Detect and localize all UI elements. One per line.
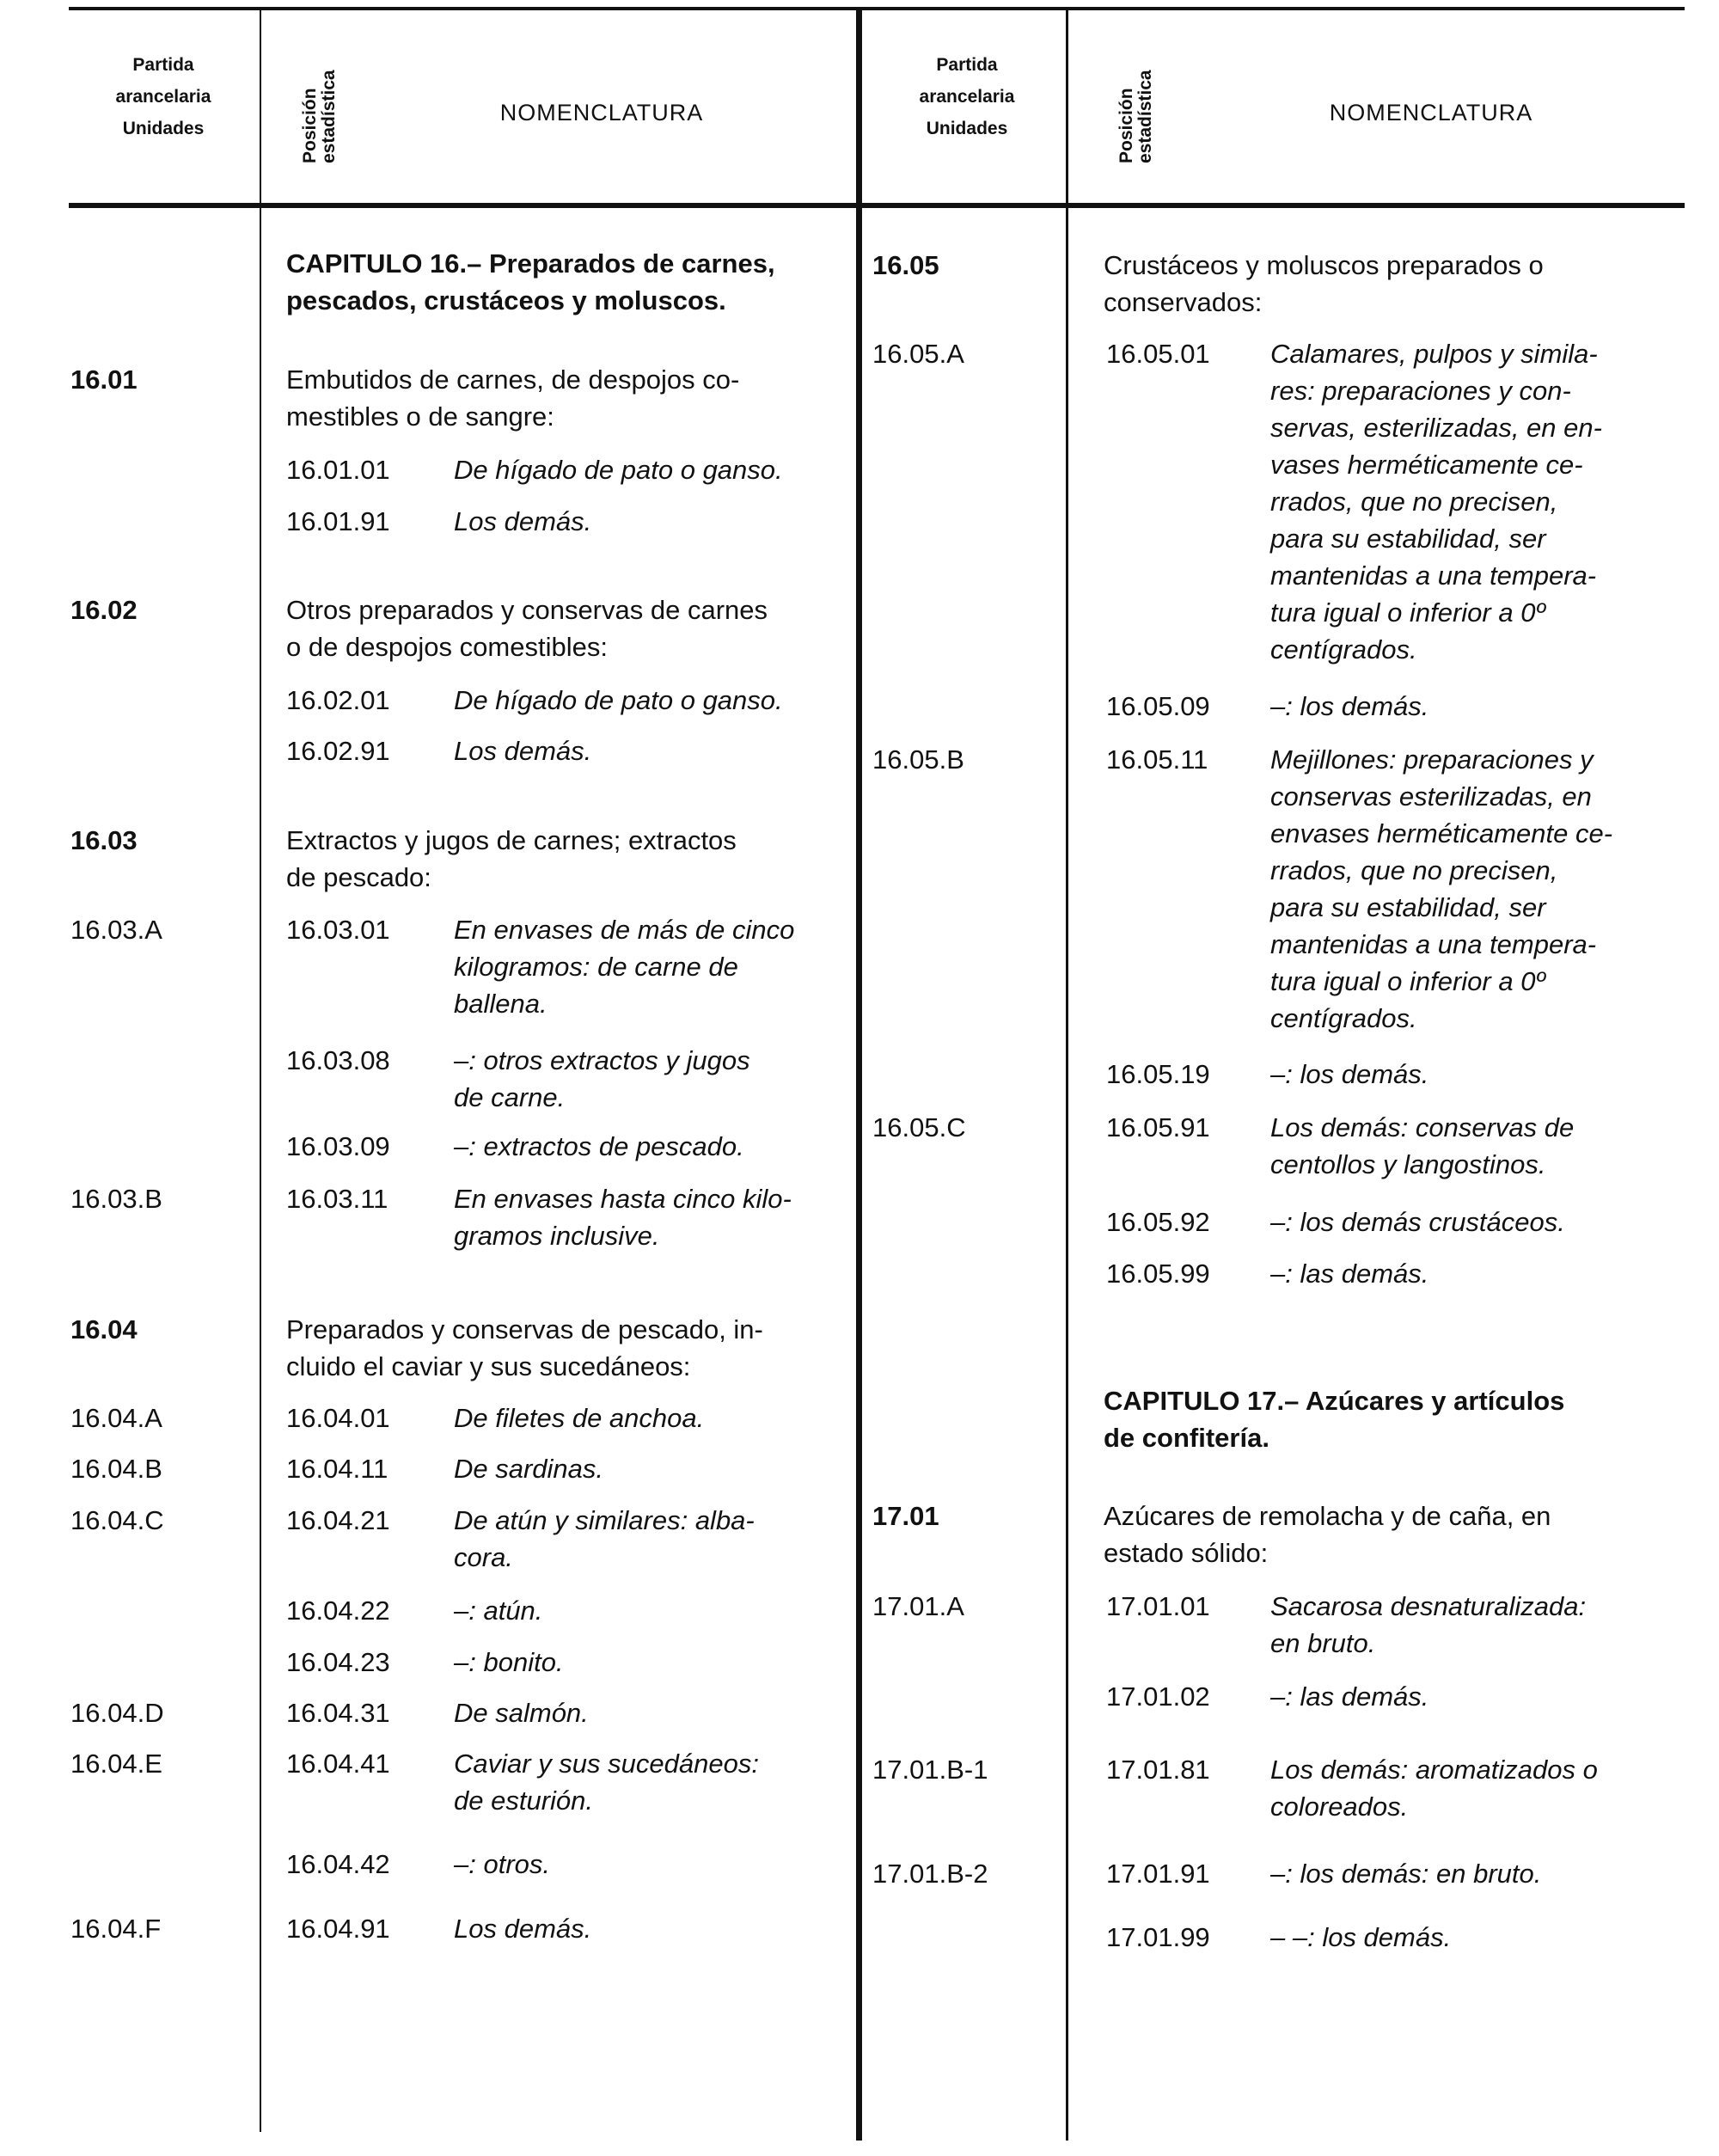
pos-16-05-19: 16.05.19 <box>1106 1059 1210 1089</box>
divider-center <box>856 9 862 2141</box>
partida-16-04-E: 16.04.E <box>70 1749 162 1779</box>
nom-16-05-01: Calamares, pulpos y simila- res: preparaciones y con- servas, esterilizadas, en en- vases herméticamente ce- rrados, que no precisen, para su estabilidad, ser mantenidas a una tempera- tura igual o inferior a 0º centígrados. <box>1270 339 1602 665</box>
partida-16-03-B: 16.03.B <box>70 1184 162 1214</box>
pos-16-05-91: 16.05.91 <box>1106 1112 1210 1142</box>
nom-16-04-31: De salmón. <box>454 1698 589 1728</box>
nom-16-05-09: –: los demás. <box>1270 691 1429 721</box>
nom-17-01-81: Los demás: aromatizados o coloreados. <box>1270 1755 1598 1822</box>
partida-17-01-A: 17.01.A <box>872 1591 964 1621</box>
partida-17-01: 17.01 <box>872 1501 939 1531</box>
pos-17-01-01: 17.01.01 <box>1106 1591 1210 1621</box>
pos-16-05-09: 16.05.09 <box>1106 691 1210 721</box>
pos-17-01-99: 17.01.99 <box>1106 1922 1210 1952</box>
nom-16-04-41: Caviar y sus sucedáneos: de esturión. <box>454 1749 759 1816</box>
desc-16-02: Otros preparados y conservas de carnes o de despojos comestibles: <box>286 595 768 662</box>
pos-16-04-31: 16.04.31 <box>286 1698 390 1728</box>
header-partida-left: Partida arancelaria Unidades <box>115 55 211 138</box>
partida-16-04-C: 16.04.C <box>70 1505 164 1535</box>
pos-16-05-01: 16.05.01 <box>1106 339 1210 369</box>
partida-16-05-C: 16.05.C <box>872 1112 966 1142</box>
nom-16-02-01: De hígado de pato o ganso. <box>454 685 783 715</box>
nom-16-04-91: Los demás. <box>454 1914 592 1944</box>
nom-16-02-91: Los demás. <box>454 736 592 766</box>
desc-16-03: Extractos y jugos de carnes; extractos de pescado: <box>286 825 737 892</box>
nom-16-03-01: En envases de más de cinco kilogramos: de carne de ballena. <box>454 915 795 1019</box>
pos-16-02-01: 16.02.01 <box>286 685 390 715</box>
pos-17-01-91: 17.01.91 <box>1106 1859 1210 1889</box>
partida-16-01: 16.01 <box>70 364 138 395</box>
nom-16-05-92: –: los demás crustáceos. <box>1270 1207 1565 1237</box>
pos-16-03-09: 16.03.09 <box>286 1131 390 1161</box>
pos-16-05-99: 16.05.99 <box>1106 1259 1210 1289</box>
desc-16-01: Embutidos de carnes, de despojos co- mestibles o de sangre: <box>286 364 740 432</box>
pos-16-04-41: 16.04.41 <box>286 1749 390 1779</box>
nom-17-01-99: – –: los demás. <box>1270 1922 1452 1952</box>
nom-16-01-91: Los demás. <box>454 506 592 536</box>
divider-left-partida <box>260 9 261 2132</box>
desc-16-05: Crustáceos y moluscos preparados o conservados: <box>1104 250 1544 317</box>
pos-16-02-91: 16.02.91 <box>286 736 390 766</box>
header-posicion-left: Posición estadística <box>300 70 339 163</box>
chapter16-title: CAPITULO 16.– Preparados de carnes, pescados, crustáceos y moluscos. <box>286 248 775 315</box>
partida-16-04-D: 16.04.D <box>70 1698 164 1728</box>
nom-16-04-01: De filetes de anchoa. <box>454 1403 705 1433</box>
partida-16-04-A: 16.04.A <box>70 1403 162 1433</box>
top-rule <box>69 7 1685 10</box>
header-partida-right: Partida arancelaria Unidades <box>919 55 1015 138</box>
nom-16-04-23: –: bonito. <box>454 1647 564 1677</box>
partida-17-01-B-1: 17.01.B-1 <box>872 1755 988 1785</box>
pos-16-04-21: 16.04.21 <box>286 1505 390 1535</box>
pos-16-04-23: 16.04.23 <box>286 1647 390 1677</box>
partida-16-03-A: 16.03.A <box>70 915 162 945</box>
nom-16-05-99: –: las demás. <box>1270 1259 1429 1289</box>
pos-16-03-08: 16.03.08 <box>286 1045 390 1075</box>
partida-16-03: 16.03 <box>70 825 138 855</box>
pos-16-03-01: 16.03.01 <box>286 915 390 945</box>
nom-16-01-01: De hígado de pato o ganso. <box>454 455 783 485</box>
partida-16-04-B: 16.04.B <box>70 1454 162 1484</box>
pos-16-01-01: 16.01.01 <box>286 455 390 485</box>
pos-16-01-91: 16.01.91 <box>286 506 390 536</box>
pos-16-03-11: 16.03.11 <box>286 1184 388 1214</box>
pos-16-05-11: 16.05.11 <box>1106 744 1208 775</box>
nom-17-01-91: –: los demás: en bruto. <box>1270 1859 1542 1889</box>
nom-16-03-09: –: extractos de pescado. <box>454 1131 744 1161</box>
header-posicion-right: Posición estadística <box>1116 70 1155 163</box>
desc-17-01: Azúcares de remolacha y de caña, en estado sólido: <box>1104 1501 1551 1568</box>
partida-16-05-A: 16.05.A <box>872 339 964 369</box>
chapter17-title: CAPITULO 17.– Azúcares y artículos de confitería. <box>1104 1386 1565 1453</box>
nom-16-05-19: –: los demás. <box>1270 1059 1429 1089</box>
nom-16-04-11: De sardinas. <box>454 1454 604 1484</box>
header-nomenclatura-right: NOMENCLATURA <box>1329 100 1533 126</box>
nom-16-04-21: De atún y similares: alba- cora. <box>454 1505 755 1572</box>
nom-17-01-01: Sacarosa desnaturalizada: en bruto. <box>1270 1591 1587 1658</box>
pos-16-04-22: 16.04.22 <box>286 1596 390 1626</box>
divider-right-partida <box>1066 9 1068 2141</box>
pos-17-01-02: 17.01.02 <box>1106 1681 1210 1712</box>
partida-16-04-F: 16.04.F <box>70 1914 162 1944</box>
pos-16-05-92: 16.05.92 <box>1106 1207 1210 1237</box>
header-nomenclatura-left: NOMENCLATURA <box>499 100 704 126</box>
pos-17-01-81: 17.01.81 <box>1106 1755 1210 1785</box>
partida-16-05-B: 16.05.B <box>872 744 964 775</box>
pos-16-04-91: 16.04.91 <box>286 1914 390 1944</box>
pos-16-04-11: 16.04.11 <box>286 1454 388 1484</box>
pos-16-04-01: 16.04.01 <box>286 1403 390 1433</box>
nom-17-01-02: –: las demás. <box>1270 1681 1429 1712</box>
partida-17-01-B-2: 17.01.B-2 <box>872 1859 988 1889</box>
nom-16-03-08: –: otros extractos y jugos de carne. <box>454 1045 750 1112</box>
partida-16-02: 16.02 <box>70 595 138 625</box>
pos-16-04-42: 16.04.42 <box>286 1849 390 1879</box>
nom-16-03-11: En envases hasta cinco kilo- gramos inclusive. <box>454 1184 792 1251</box>
partida-16-04: 16.04 <box>70 1314 138 1344</box>
nom-16-04-42: –: otros. <box>454 1849 550 1879</box>
nom-16-05-91: Los demás: conservas de centollos y langostinos. <box>1270 1112 1575 1179</box>
desc-16-04: Preparados y conservas de pescado, in- cluido el caviar y sus sucedáneos: <box>286 1314 763 1381</box>
nom-16-04-22: –: atún. <box>454 1596 543 1626</box>
header-rule <box>69 203 1685 208</box>
nom-16-05-11: Mejillones: preparaciones y conservas esterilizadas, en envases herméticamente ce- rrados, que no precisen, para su estabilidad, ser mantenidas a una tempera- tura igual o inferior a 0º centígrados. <box>1270 744 1613 1033</box>
partida-16-05: 16.05 <box>872 250 939 280</box>
